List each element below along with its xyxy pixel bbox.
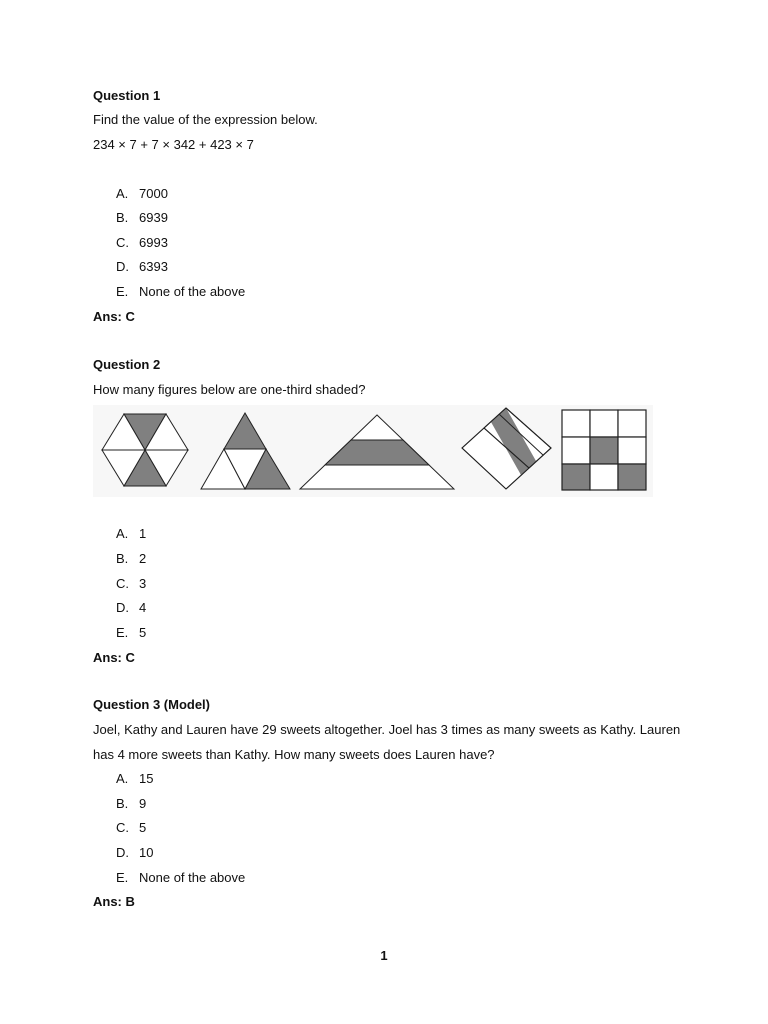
option-text: 10 (139, 845, 154, 860)
option-text: 5 (139, 820, 147, 835)
question-2-option (116, 625, 146, 641)
option-letter: A. (116, 771, 129, 786)
question-2-option (116, 526, 146, 542)
question-2-answer: Ans: C (93, 650, 135, 665)
diamond-strip-figure (462, 408, 551, 489)
option-text: 9 (139, 796, 147, 811)
question-2-option (116, 551, 146, 567)
option-letter: D. (116, 600, 129, 615)
triangle-quarters-figure (201, 413, 290, 489)
grid-figure (562, 410, 646, 490)
triangle-band-figure (300, 415, 454, 489)
question-1-prompt: Find the value of the expression below. (93, 112, 318, 127)
question-3-option (116, 845, 153, 861)
option-letter: D. (116, 259, 129, 274)
option-text: 6939 (139, 210, 168, 225)
page-number: 1 (380, 948, 388, 963)
question-2-option (116, 600, 146, 616)
question-1-option (116, 210, 168, 226)
option-text: 3 (139, 576, 147, 591)
question-1-option (116, 259, 168, 275)
question-1-expression: 234 × 7 + 7 × 342 + 423 × 7 (93, 137, 254, 152)
option-text: None of the above (139, 870, 246, 885)
question-3-option (116, 796, 146, 812)
fraction-figures-image (93, 405, 653, 497)
option-letter: C. (116, 235, 129, 250)
question-3-prompt-line-1: Joel, Kathy and Lauren have 29 sweets altogether. Joel has 3 times as many sweets as Kathy. Lauren (93, 722, 681, 737)
question-1-option (116, 186, 168, 202)
option-letter: B. (116, 210, 129, 225)
question-3-option (116, 870, 245, 886)
question-3-option (116, 771, 153, 787)
option-text: 5 (139, 625, 147, 640)
fraction-figures-svg (93, 405, 653, 497)
option-letter: D. (116, 845, 129, 860)
option-text: 6393 (139, 259, 168, 274)
question-2-prompt: How many figures below are one-third shaded? (93, 382, 366, 397)
option-text: 7000 (139, 186, 168, 201)
question-3-option (116, 820, 146, 836)
option-letter: E. (116, 625, 129, 640)
option-letter: C. (116, 576, 129, 591)
option-text: 15 (139, 771, 154, 786)
option-letter: E. (116, 870, 129, 885)
question-1-option (116, 284, 245, 300)
option-letter: B. (116, 551, 129, 566)
option-text: 4 (139, 600, 147, 615)
option-letter: A. (116, 186, 129, 201)
question-1-option (116, 235, 168, 251)
option-text: None of the above (139, 284, 246, 299)
option-letter: E. (116, 284, 129, 299)
question-2-title: Question 2 (93, 357, 161, 372)
question-3-answer: Ans: B (93, 894, 135, 909)
option-letter: A. (116, 526, 129, 541)
option-text: 1 (139, 526, 147, 541)
question-3-prompt-line-2: has 4 more sweets than Kathy. How many sweets does Lauren have? (93, 747, 495, 762)
question-3-title: Question 3 (Model) (93, 697, 210, 712)
option-letter: B. (116, 796, 129, 811)
hexagon-figure (102, 414, 188, 486)
question-1-title: Question 1 (93, 88, 161, 103)
option-letter: C. (116, 820, 129, 835)
option-text: 2 (139, 551, 147, 566)
question-2-option (116, 576, 146, 592)
question-1-answer: Ans: C (93, 309, 135, 324)
option-text: 6993 (139, 235, 168, 250)
